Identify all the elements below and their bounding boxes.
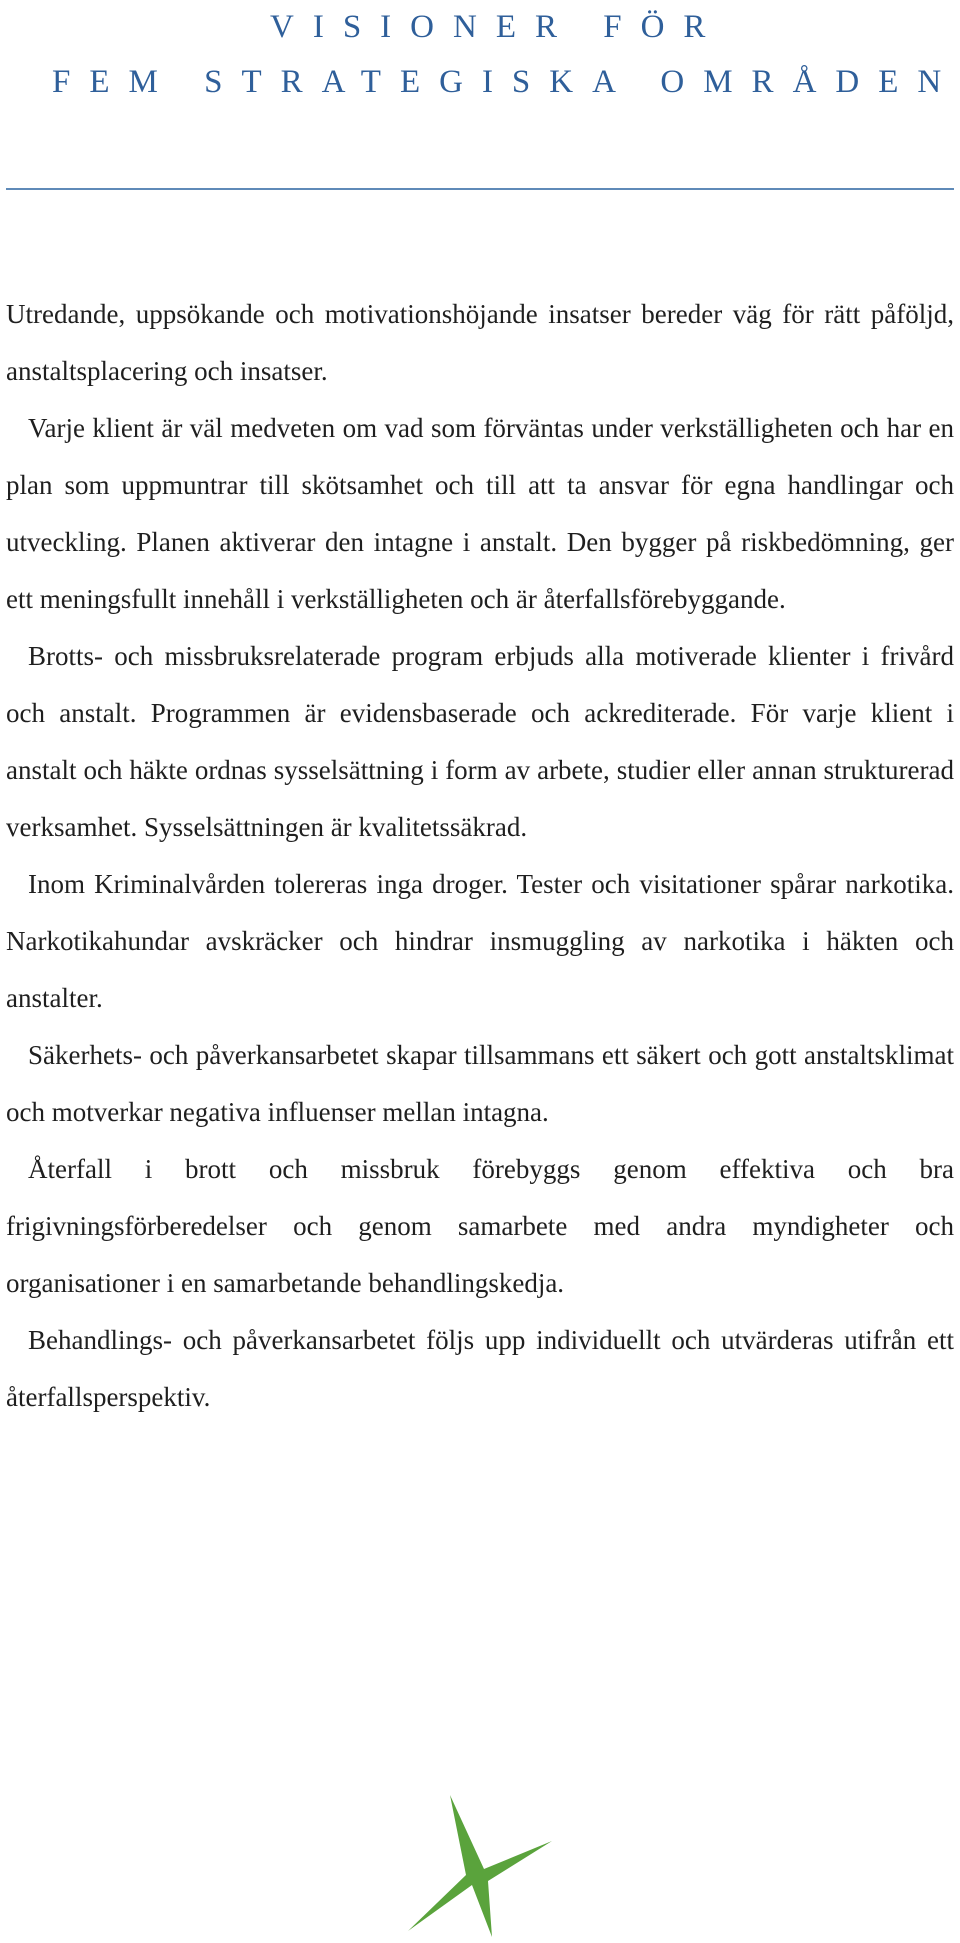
body-text <box>6 286 954 1426</box>
heading-divider <box>6 188 954 190</box>
page-heading <box>52 0 960 110</box>
paragraph-6: Återfall i brott och missbruk förebyggs genom effektiva och bra frigivningsförberedelser och genom samarbete med andra myndigheter och organisationer i en samarbetande behandlingskedja. <box>6 1154 954 1298</box>
paragraph-1: Utredande, uppsökande och motivationshöjande insatser bereder väg för rätt påföljd, anstaltsplacering och insatser. <box>6 299 954 386</box>
paragraph-7: Behandlings- och påverkansarbetet följs upp individuellt och utvärderas utifrån ett återfallsperspektiv. <box>6 1325 954 1412</box>
heading-line-2: FEM STRATEGISKA OMRÅDEN <box>52 64 960 100</box>
heading-line-1: VISIONER FÖR <box>270 9 725 45</box>
paragraph-3: Brotts- och missbruksrelaterade program erbjuds alla motiverade klienter i frivård och anstalt. Programmen är evidensbaserade och ackrediterade. För varje klient i anstalt och häkte ordnas sysselsättning i form av arbete, studier eller annan strukturerad verksamhet. Sysselsättningen är kvalitetssäkrad. <box>6 641 954 842</box>
paragraph-2: Varje klient är väl medveten om vad som förväntas under verkställigheten och har en plan som uppmuntrar till skötsamhet och till att ta ansvar för egna handlingar och utveckling. Planen aktiverar den intagne i anstalt. Den bygger på riskbedömning, ger ett meningsfullt innehåll i verkställigheten och är återfallsförebyggande. <box>6 413 954 614</box>
paragraph-4: Inom Kriminalvården tolereras inga droger. Tester och visitationer spårar narkotika. Narkotikahundar avskräcker och hindrar insmuggling av narkotika i häkten och anstalter. <box>6 869 954 1013</box>
four-point-star-icon <box>408 1795 552 1937</box>
paragraph-5: Säkerhets- och påverkansarbetet skapar tillsammans ett säkert och gott anstaltsklimat och motverkar negativa influenser mellan intagna. <box>6 1040 954 1127</box>
